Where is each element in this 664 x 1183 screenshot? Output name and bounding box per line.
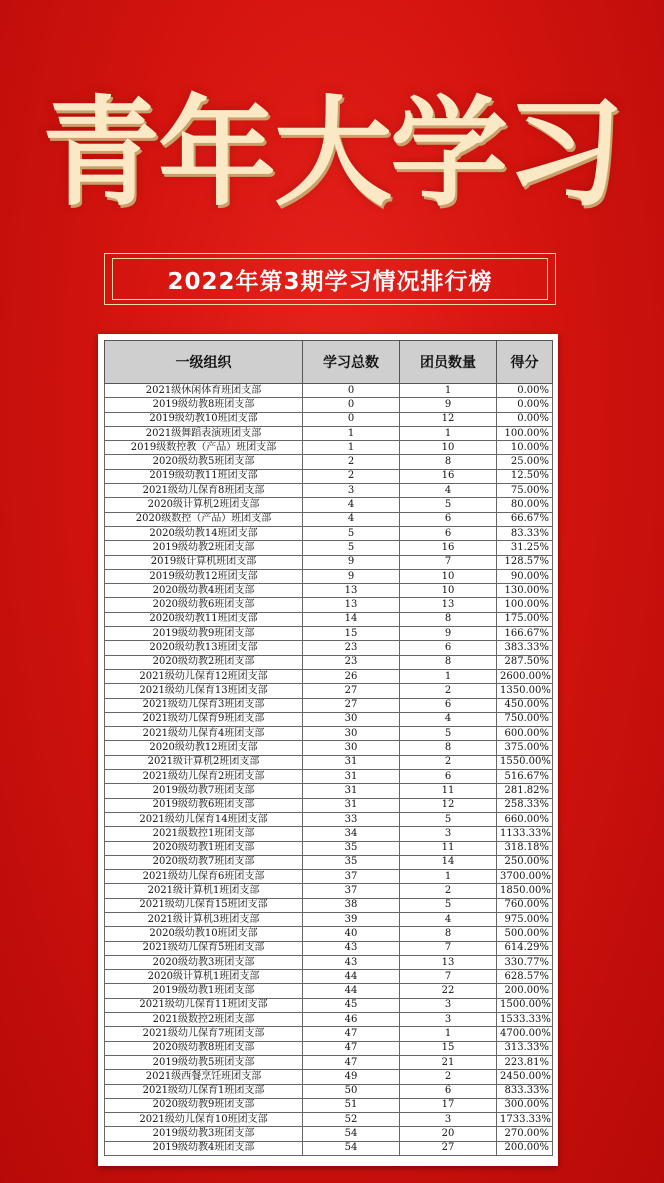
table-row bbox=[105, 641, 553, 655]
score-cell: 628.57% bbox=[497, 970, 553, 984]
member-count-cell: 14 bbox=[400, 855, 497, 869]
total-learned-cell: 5 bbox=[303, 526, 400, 540]
table-row bbox=[105, 941, 553, 955]
organization-cell: 2020级计算机1班团支部 bbox=[105, 970, 303, 984]
table-row bbox=[105, 426, 553, 440]
table-row bbox=[105, 1070, 553, 1084]
member-count-cell: 11 bbox=[400, 841, 497, 855]
organization-cell: 2019级幼教11班团支部 bbox=[105, 469, 303, 483]
total-learned-cell: 27 bbox=[303, 698, 400, 712]
table-row bbox=[105, 698, 553, 712]
organization-cell: 2021级休闲体育班团支部 bbox=[105, 384, 303, 398]
table-row bbox=[105, 812, 553, 826]
score-cell: 1533.33% bbox=[497, 1013, 553, 1027]
ranking-sheet bbox=[98, 334, 558, 1166]
organization-cell: 2019级计算机班团支部 bbox=[105, 555, 303, 569]
total-learned-cell: 9 bbox=[303, 569, 400, 583]
table-row bbox=[105, 469, 553, 483]
organization-cell: 2020级幼教13班团支部 bbox=[105, 641, 303, 655]
total-learned-cell: 33 bbox=[303, 812, 400, 826]
total-learned-cell: 47 bbox=[303, 1027, 400, 1041]
table-row bbox=[105, 526, 553, 540]
member-count-cell: 16 bbox=[400, 541, 497, 555]
score-cell: 12.50% bbox=[497, 469, 553, 483]
member-count-cell: 1 bbox=[400, 1027, 497, 1041]
total-learned-cell: 26 bbox=[303, 669, 400, 683]
total-learned-cell: 23 bbox=[303, 641, 400, 655]
total-learned-cell: 30 bbox=[303, 727, 400, 741]
score-cell: 4700.00% bbox=[497, 1027, 553, 1041]
organization-cell: 2020级幼教2班团支部 bbox=[105, 655, 303, 669]
member-count-cell: 20 bbox=[400, 1127, 497, 1141]
total-learned-cell: 54 bbox=[303, 1141, 400, 1155]
total-learned-cell: 46 bbox=[303, 1013, 400, 1027]
score-cell: 500.00% bbox=[497, 927, 553, 941]
score-cell: 2450.00% bbox=[497, 1070, 553, 1084]
total-learned-cell: 4 bbox=[303, 512, 400, 526]
member-count-cell: 15 bbox=[400, 1041, 497, 1055]
total-learned-cell: 49 bbox=[303, 1070, 400, 1084]
member-count-cell: 5 bbox=[400, 727, 497, 741]
total-learned-cell: 44 bbox=[303, 970, 400, 984]
table-row bbox=[105, 870, 553, 884]
score-cell: 318.18% bbox=[497, 841, 553, 855]
organization-cell: 2021级舞蹈表演班团支部 bbox=[105, 426, 303, 440]
table-row bbox=[105, 541, 553, 555]
table-header-row bbox=[105, 341, 553, 384]
score-cell: 1350.00% bbox=[497, 684, 553, 698]
total-learned-cell: 37 bbox=[303, 870, 400, 884]
organization-cell: 2019级数控教（产品）班团支部 bbox=[105, 441, 303, 455]
total-learned-cell: 30 bbox=[303, 712, 400, 726]
score-cell: 281.82% bbox=[497, 784, 553, 798]
organization-cell: 2021级幼儿保育1班团支部 bbox=[105, 1084, 303, 1098]
member-count-cell: 1 bbox=[400, 384, 497, 398]
table-row bbox=[105, 684, 553, 698]
member-count-cell: 10 bbox=[400, 441, 497, 455]
member-count-cell: 7 bbox=[400, 941, 497, 955]
total-learned-cell: 15 bbox=[303, 627, 400, 641]
table-row bbox=[105, 898, 553, 912]
total-learned-cell: 4 bbox=[303, 498, 400, 512]
table-row bbox=[105, 741, 553, 755]
total-learned-cell: 9 bbox=[303, 555, 400, 569]
member-count-cell: 6 bbox=[400, 770, 497, 784]
table-row bbox=[105, 955, 553, 969]
member-count-cell: 2 bbox=[400, 755, 497, 769]
organization-cell: 2020级幼教14班团支部 bbox=[105, 526, 303, 540]
score-cell: 128.57% bbox=[497, 555, 553, 569]
table-row bbox=[105, 755, 553, 769]
ranking-subtitle: 2022年第3期学习情况排行榜 bbox=[112, 258, 548, 300]
member-count-cell: 3 bbox=[400, 1113, 497, 1127]
total-learned-cell: 2 bbox=[303, 469, 400, 483]
total-learned-cell: 23 bbox=[303, 655, 400, 669]
organization-cell: 2021级数控2班团支部 bbox=[105, 1013, 303, 1027]
table-row bbox=[105, 598, 553, 612]
total-learned-cell: 27 bbox=[303, 684, 400, 698]
organization-cell: 2020级幼教12班团支部 bbox=[105, 741, 303, 755]
total-learned-cell: 1 bbox=[303, 441, 400, 455]
score-cell: 200.00% bbox=[497, 984, 553, 998]
score-cell: 660.00% bbox=[497, 812, 553, 826]
member-count-cell: 6 bbox=[400, 512, 497, 526]
table-row bbox=[105, 1141, 553, 1155]
score-cell: 1733.33% bbox=[497, 1113, 553, 1127]
table-row bbox=[105, 455, 553, 469]
organization-cell: 2021级西餐烹饪班团支部 bbox=[105, 1070, 303, 1084]
total-learned-cell: 0 bbox=[303, 384, 400, 398]
score-cell: 975.00% bbox=[497, 912, 553, 926]
table-row bbox=[105, 441, 553, 455]
organization-cell: 2021级计算机3班团支部 bbox=[105, 912, 303, 926]
total-learned-cell: 40 bbox=[303, 927, 400, 941]
total-learned-cell: 0 bbox=[303, 412, 400, 426]
member-count-cell: 6 bbox=[400, 1084, 497, 1098]
total-learned-cell: 37 bbox=[303, 884, 400, 898]
organization-cell: 2021级幼儿保育14班团支部 bbox=[105, 812, 303, 826]
score-cell: 31.25% bbox=[497, 541, 553, 555]
total-learned-cell: 0 bbox=[303, 398, 400, 412]
member-count-cell: 2 bbox=[400, 684, 497, 698]
member-count-cell: 1 bbox=[400, 426, 497, 440]
score-cell: 760.00% bbox=[497, 898, 553, 912]
organization-cell: 2021级幼儿保育7班团支部 bbox=[105, 1027, 303, 1041]
member-count-cell: 7 bbox=[400, 555, 497, 569]
organization-cell: 2019级幼教3班团支部 bbox=[105, 1127, 303, 1141]
column-header-member-count: 团员数量 bbox=[400, 341, 497, 384]
table-row bbox=[105, 569, 553, 583]
organization-cell: 2021级幼儿保育5班团支部 bbox=[105, 941, 303, 955]
score-cell: 1850.00% bbox=[497, 884, 553, 898]
score-cell: 3700.00% bbox=[497, 870, 553, 884]
member-count-cell: 8 bbox=[400, 741, 497, 755]
organization-cell: 2020级幼教3班团支部 bbox=[105, 955, 303, 969]
organization-cell: 2019级幼教7班团支部 bbox=[105, 784, 303, 798]
score-cell: 270.00% bbox=[497, 1127, 553, 1141]
total-learned-cell: 31 bbox=[303, 770, 400, 784]
organization-cell: 2019级幼教9班团支部 bbox=[105, 627, 303, 641]
total-learned-cell: 35 bbox=[303, 841, 400, 855]
score-cell: 330.77% bbox=[497, 955, 553, 969]
column-header-score: 得分 bbox=[497, 341, 553, 384]
member-count-cell: 9 bbox=[400, 398, 497, 412]
table-row bbox=[105, 627, 553, 641]
score-cell: 100.00% bbox=[497, 426, 553, 440]
score-cell: 516.67% bbox=[497, 770, 553, 784]
organization-cell: 2020级计算机2班团支部 bbox=[105, 498, 303, 512]
organization-cell: 2019级幼教12班团支部 bbox=[105, 569, 303, 583]
score-cell: 250.00% bbox=[497, 855, 553, 869]
organization-cell: 2020级幼教8班团支部 bbox=[105, 1041, 303, 1055]
member-count-cell: 6 bbox=[400, 698, 497, 712]
score-cell: 450.00% bbox=[497, 698, 553, 712]
member-count-cell: 22 bbox=[400, 984, 497, 998]
total-learned-cell: 34 bbox=[303, 827, 400, 841]
score-cell: 0.00% bbox=[497, 412, 553, 426]
total-learned-cell: 50 bbox=[303, 1084, 400, 1098]
member-count-cell: 3 bbox=[400, 1013, 497, 1027]
member-count-cell: 5 bbox=[400, 498, 497, 512]
member-count-cell: 10 bbox=[400, 584, 497, 598]
score-cell: 200.00% bbox=[497, 1141, 553, 1155]
table-row bbox=[105, 712, 553, 726]
total-learned-cell: 45 bbox=[303, 998, 400, 1012]
organization-cell: 2019级幼教4班团支部 bbox=[105, 1141, 303, 1155]
score-cell: 1500.00% bbox=[497, 998, 553, 1012]
organization-cell: 2019级幼教2班团支部 bbox=[105, 541, 303, 555]
organization-cell: 2020级幼教1班团支部 bbox=[105, 841, 303, 855]
table-row bbox=[105, 798, 553, 812]
table-row bbox=[105, 1055, 553, 1069]
column-header-organization: 一级组织 bbox=[105, 341, 303, 384]
organization-cell: 2019级幼教1班团支部 bbox=[105, 984, 303, 998]
total-learned-cell: 3 bbox=[303, 484, 400, 498]
table-row bbox=[105, 727, 553, 741]
organization-cell: 2020级幼教9班团支部 bbox=[105, 1098, 303, 1112]
table-row bbox=[105, 398, 553, 412]
total-learned-cell: 52 bbox=[303, 1113, 400, 1127]
organization-cell: 2019级幼教5班团支部 bbox=[105, 1055, 303, 1069]
member-count-cell: 5 bbox=[400, 812, 497, 826]
member-count-cell: 8 bbox=[400, 455, 497, 469]
table-row bbox=[105, 1113, 553, 1127]
organization-cell: 2019级幼教6班团支部 bbox=[105, 798, 303, 812]
table-row bbox=[105, 1041, 553, 1055]
score-cell: 223.81% bbox=[497, 1055, 553, 1069]
member-count-cell: 4 bbox=[400, 712, 497, 726]
organization-cell: 2021级数控1班团支部 bbox=[105, 827, 303, 841]
total-learned-cell: 31 bbox=[303, 798, 400, 812]
total-learned-cell: 54 bbox=[303, 1127, 400, 1141]
score-cell: 600.00% bbox=[497, 727, 553, 741]
total-learned-cell: 30 bbox=[303, 741, 400, 755]
member-count-cell: 1 bbox=[400, 870, 497, 884]
total-learned-cell: 31 bbox=[303, 784, 400, 798]
score-cell: 175.00% bbox=[497, 612, 553, 626]
score-cell: 2600.00% bbox=[497, 669, 553, 683]
member-count-cell: 2 bbox=[400, 1070, 497, 1084]
member-count-cell: 4 bbox=[400, 912, 497, 926]
table-row bbox=[105, 484, 553, 498]
member-count-cell: 16 bbox=[400, 469, 497, 483]
ranking-table bbox=[104, 340, 553, 1156]
table-row bbox=[105, 1084, 553, 1098]
member-count-cell: 3 bbox=[400, 827, 497, 841]
table-row bbox=[105, 1013, 553, 1027]
total-learned-cell: 13 bbox=[303, 598, 400, 612]
organization-cell: 2021级幼儿保育15班团支部 bbox=[105, 898, 303, 912]
total-learned-cell: 13 bbox=[303, 584, 400, 598]
score-cell: 1550.00% bbox=[497, 755, 553, 769]
score-cell: 130.00% bbox=[497, 584, 553, 598]
table-body bbox=[105, 384, 553, 1156]
organization-cell: 2021级计算机2班团支部 bbox=[105, 755, 303, 769]
table-row bbox=[105, 384, 553, 398]
organization-cell: 2021级幼儿保育8班团支部 bbox=[105, 484, 303, 498]
member-count-cell: 1 bbox=[400, 669, 497, 683]
score-cell: 66.67% bbox=[497, 512, 553, 526]
score-cell: 750.00% bbox=[497, 712, 553, 726]
member-count-cell: 6 bbox=[400, 641, 497, 655]
total-learned-cell: 31 bbox=[303, 755, 400, 769]
score-cell: 90.00% bbox=[497, 569, 553, 583]
table-row bbox=[105, 412, 553, 426]
table-row bbox=[105, 555, 553, 569]
table-row bbox=[105, 998, 553, 1012]
table-row bbox=[105, 498, 553, 512]
member-count-cell: 8 bbox=[400, 612, 497, 626]
table-row bbox=[105, 1027, 553, 1041]
organization-cell: 2020级幼教10班团支部 bbox=[105, 927, 303, 941]
member-count-cell: 9 bbox=[400, 627, 497, 641]
score-cell: 1133.33% bbox=[497, 827, 553, 841]
total-learned-cell: 39 bbox=[303, 912, 400, 926]
table-row bbox=[105, 1127, 553, 1141]
score-cell: 383.33% bbox=[497, 641, 553, 655]
total-learned-cell: 5 bbox=[303, 541, 400, 555]
organization-cell: 2021级幼儿保育6班团支部 bbox=[105, 870, 303, 884]
member-count-cell: 13 bbox=[400, 598, 497, 612]
member-count-cell: 17 bbox=[400, 1098, 497, 1112]
organization-cell: 2021级幼儿保育9班团支部 bbox=[105, 712, 303, 726]
member-count-cell: 3 bbox=[400, 998, 497, 1012]
organization-cell: 2021级幼儿保育12班团支部 bbox=[105, 669, 303, 683]
total-learned-cell: 44 bbox=[303, 984, 400, 998]
organization-cell: 2020级幼教5班团支部 bbox=[105, 455, 303, 469]
score-cell: 100.00% bbox=[497, 598, 553, 612]
table-row bbox=[105, 612, 553, 626]
poster-headline: 青年大学习 bbox=[41, 83, 622, 222]
member-count-cell: 4 bbox=[400, 484, 497, 498]
score-cell: 0.00% bbox=[497, 384, 553, 398]
table-row bbox=[105, 512, 553, 526]
organization-cell: 2020级幼教4班团支部 bbox=[105, 584, 303, 598]
score-cell: 166.67% bbox=[497, 627, 553, 641]
table-row bbox=[105, 1098, 553, 1112]
organization-cell: 2020级数控（产品）班团支部 bbox=[105, 512, 303, 526]
member-count-cell: 21 bbox=[400, 1055, 497, 1069]
member-count-cell: 8 bbox=[400, 655, 497, 669]
organization-cell: 2021级计算机1班团支部 bbox=[105, 884, 303, 898]
total-learned-cell: 14 bbox=[303, 612, 400, 626]
member-count-cell: 27 bbox=[400, 1141, 497, 1155]
total-learned-cell: 47 bbox=[303, 1041, 400, 1055]
score-cell: 258.33% bbox=[497, 798, 553, 812]
table-row bbox=[105, 855, 553, 869]
total-learned-cell: 47 bbox=[303, 1055, 400, 1069]
organization-cell: 2019级幼教8班团支部 bbox=[105, 398, 303, 412]
score-cell: 0.00% bbox=[497, 398, 553, 412]
organization-cell: 2020级幼教7班团支部 bbox=[105, 855, 303, 869]
table-row bbox=[105, 841, 553, 855]
table-row bbox=[105, 584, 553, 598]
total-learned-cell: 35 bbox=[303, 855, 400, 869]
member-count-cell: 12 bbox=[400, 798, 497, 812]
total-learned-cell: 1 bbox=[303, 426, 400, 440]
total-learned-cell: 43 bbox=[303, 941, 400, 955]
table-row bbox=[105, 970, 553, 984]
table-row bbox=[105, 655, 553, 669]
table-row bbox=[105, 669, 553, 683]
table-row bbox=[105, 927, 553, 941]
total-learned-cell: 2 bbox=[303, 455, 400, 469]
member-count-cell: 7 bbox=[400, 970, 497, 984]
score-cell: 300.00% bbox=[497, 1098, 553, 1112]
organization-cell: 2020级幼教6班团支部 bbox=[105, 598, 303, 612]
table-row bbox=[105, 912, 553, 926]
score-cell: 75.00% bbox=[497, 484, 553, 498]
member-count-cell: 11 bbox=[400, 784, 497, 798]
score-cell: 25.00% bbox=[497, 455, 553, 469]
member-count-cell: 6 bbox=[400, 526, 497, 540]
score-cell: 313.33% bbox=[497, 1041, 553, 1055]
member-count-cell: 8 bbox=[400, 927, 497, 941]
member-count-cell: 10 bbox=[400, 569, 497, 583]
member-count-cell: 2 bbox=[400, 884, 497, 898]
total-learned-cell: 51 bbox=[303, 1098, 400, 1112]
organization-cell: 2021级幼儿保育2班团支部 bbox=[105, 770, 303, 784]
organization-cell: 2019级幼教10班团支部 bbox=[105, 412, 303, 426]
score-cell: 83.33% bbox=[497, 526, 553, 540]
score-cell: 375.00% bbox=[497, 741, 553, 755]
score-cell: 80.00% bbox=[497, 498, 553, 512]
score-cell: 287.50% bbox=[497, 655, 553, 669]
total-learned-cell: 38 bbox=[303, 898, 400, 912]
column-header-total-learned: 学习总数 bbox=[303, 341, 400, 384]
member-count-cell: 5 bbox=[400, 898, 497, 912]
total-learned-cell: 43 bbox=[303, 955, 400, 969]
score-cell: 833.33% bbox=[497, 1084, 553, 1098]
organization-cell: 2021级幼儿保育11班团支部 bbox=[105, 998, 303, 1012]
organization-cell: 2021级幼儿保育13班团支部 bbox=[105, 684, 303, 698]
table-row bbox=[105, 984, 553, 998]
organization-cell: 2021级幼儿保育10班团支部 bbox=[105, 1113, 303, 1127]
organization-cell: 2021级幼儿保育4班团支部 bbox=[105, 727, 303, 741]
table-row bbox=[105, 884, 553, 898]
member-count-cell: 13 bbox=[400, 955, 497, 969]
table-row bbox=[105, 770, 553, 784]
score-cell: 10.00% bbox=[497, 441, 553, 455]
table-row bbox=[105, 784, 553, 798]
organization-cell: 2020级幼教11班团支部 bbox=[105, 612, 303, 626]
organization-cell: 2021级幼儿保育3班团支部 bbox=[105, 698, 303, 712]
table-row bbox=[105, 827, 553, 841]
score-cell: 614.29% bbox=[497, 941, 553, 955]
member-count-cell: 12 bbox=[400, 412, 497, 426]
